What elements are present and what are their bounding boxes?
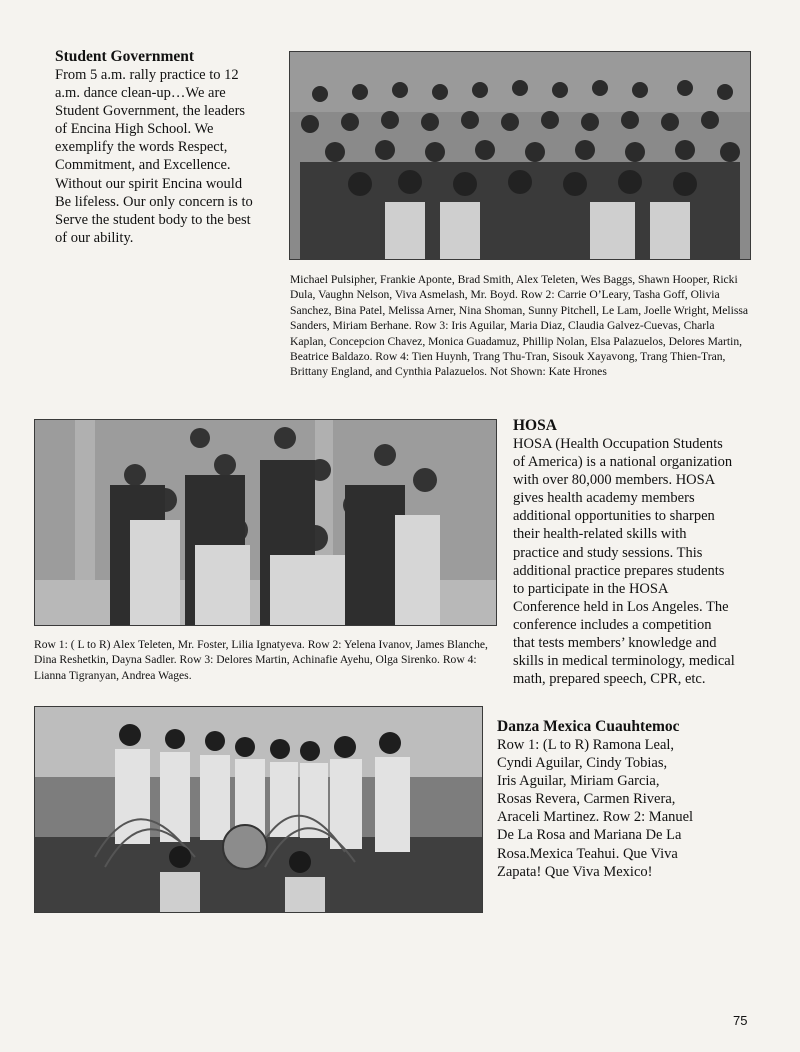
danza-section <box>497 718 757 881</box>
student-government-body: From 5 a.m. rally practice to 12 a.m. dance clean-up…We are Student Government, the leaders of Encina High School. We exemplify the words Respect, Commitment, and Excellence. Without our spirit Encina would Be lifeless. Our only concern is to Serve the student body to the best of our ability. <box>55 67 253 246</box>
page-number: 75 <box>733 1013 748 1028</box>
hosa-heading: HOSA <box>513 417 557 434</box>
student-government-heading: Student Government <box>55 48 195 65</box>
hosa-body: HOSA (Health Occupation Students of America) is a national organization with over 80,000 members. HOSA gives health academy members additional opportunities to sharpen their health-related skills with practice and study sessions. This additional practice prepares students to participate in the HOSA Conference held in Los Angeles. The conference includes a competition that tests members’ knowledge and skills in medical terminology, medical math, prepared speech, CPR, etc. <box>513 436 735 688</box>
hosa-group-photo <box>34 419 497 626</box>
student-government-photo-art <box>290 52 750 259</box>
danza-photo-art <box>35 707 482 912</box>
hosa-photo-art <box>35 420 496 625</box>
hosa-section <box>513 417 763 688</box>
student-government-group-photo <box>289 51 751 260</box>
danza-group-photo <box>34 706 483 913</box>
danza-heading: Danza Mexica Cuauhtemoc <box>497 718 680 735</box>
student-government-caption: Michael Pulsipher, Frankie Aponte, Brad Smith, Alex Teleten, Wes Baggs, Shawn Hooper, Ricki Dula, Vaughn Nelson, Viva Asmelash, Mr. Boyd. Row 2: Carrie O’Leary, Tasha Goff, Olivia Sanchez, Bina Patel, Melissa Arner, Nina Shoman, Sunny Pitchell, Le Lam, Joelle Wright, Melissa Sanders, Miriam Berhane. Row 3: Iris Aguilar, Maria Diaz, Claudia Galvez-Cuevas, Charla Kaplan, Concepcion Chavez, Monica Guadamuz, Phillip Nolan, Elsa Palazuelos, Delores Martin, Beatrice Baldazo. Row 4: Tien Huynh, Trang Thu-Tran, Sisouk Xayavong, Trang Thien-Tran, Brittany England, and Cynthia Palazuelos. Not Shown: Kate Hrones <box>290 273 749 379</box>
danza-body: Row 1: (L to R) Ramona Leal, Cyndi Aguilar, Cindy Tobias, Iris Aguilar, Miriam Garcia, Rosas Revera, Carmen Rivera, Araceli Martinez. Row 2: Manuel De La Rosa and Mariana De La Rosa.Mexica Teahui. Que Viva Zapata! Que Viva Mexico! <box>497 737 694 880</box>
hosa-caption: Row 1: ( L to R) Alex Teleten, Mr. Foster, Lilia Ignatyeva. Row 2: Yelena Ivanov, James Blanche, Dina Reshetkin, Dayna Sadler. Row 3: Delores Martin, Achinafie Ayehu, Olga Sirenko. Row 4: Lianna Tigranyan, Andrea Wages. <box>34 638 488 682</box>
student-government-section <box>55 48 280 247</box>
